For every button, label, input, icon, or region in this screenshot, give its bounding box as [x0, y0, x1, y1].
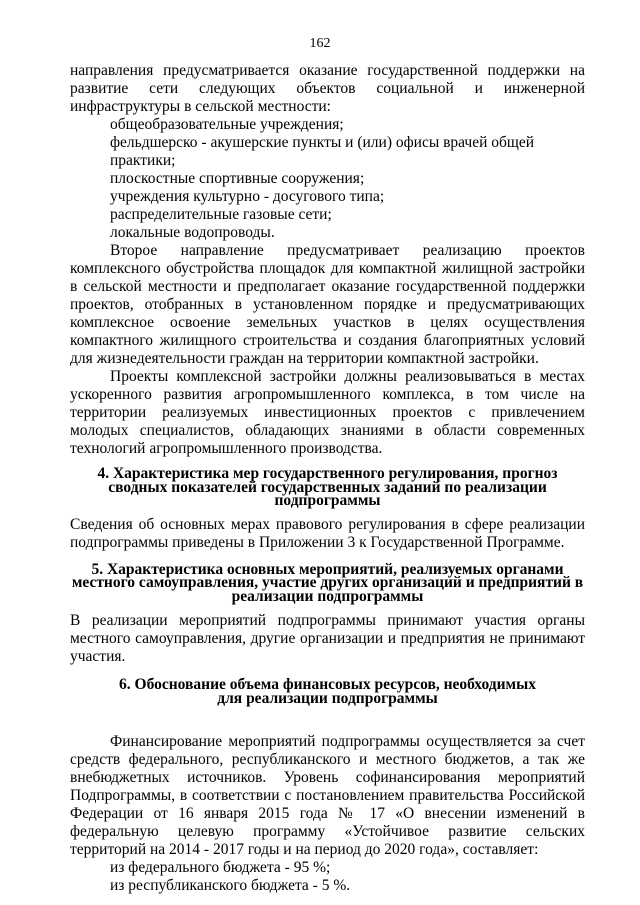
- section-5-heading-line: местного самоуправления, участие других организаций и предприятий в: [71, 574, 584, 591]
- section-4-text: Сведения об основных мерах правового регулирования в сфере реализации подпрограммы приведены в Приложении 3 к Государственной Программе.: [70, 515, 585, 551]
- funding-federal: из федерального бюджета - 95 %;: [110, 859, 331, 876]
- section-6-heading-line: 6. Обоснование объема финансовых ресурсов, необходимых: [119, 676, 536, 693]
- page-number: 162: [309, 36, 331, 51]
- section-4-heading: [70, 467, 585, 508]
- list-item: фельдшерско - акушерские пункты и (или) офисы врачей общей практики;: [110, 134, 535, 169]
- projects-paragraph: Проекты комплексной застройки должны реализовываться в местах ускоренного развития агропромышленного комплекса, в том числе на территории реализуемых инвестиционных проектов с привлечением молодых специалистов, обладающих знаниями в области современных технологий агропромышленного производства.: [70, 368, 585, 457]
- section-4-heading-line: подпрограммы: [274, 492, 381, 509]
- list-item: локальные водопроводы.: [110, 224, 275, 241]
- intro-paragraph: направления предусматривается оказание государственной поддержки на развитие сети следующих объектов социальной и инженерной инфраструктуры в сельской местности:: [70, 62, 585, 115]
- section-4-heading-line: 4. Характеристика мер государственного регулирования, прогноз: [97, 465, 558, 482]
- section-5-heading-line: 5. Характеристика основных мероприятий, реализуемых органами: [91, 560, 564, 578]
- section-4-heading-line: сводных показателей государственных заданий по реализации: [108, 478, 547, 496]
- list-item: распределительные газовые сети;: [110, 206, 332, 223]
- page-content: [70, 62, 585, 895]
- infrastructure-list: [70, 116, 585, 242]
- section-5-heading-line: реализации подпрограммы: [231, 587, 424, 605]
- section-5-heading: [70, 560, 585, 605]
- section-5-text: В реализации мероприятий подпрограммы принимают участия органы местного самоуправления, другие организации и предприятия не принимают участия.: [70, 612, 585, 665]
- section-6-text: Финансирование мероприятий подпрограммы осуществляется за счет средств федерального, республиканского и местного бюджетов, а так же внебюджетных источников. Уровень софинансирования мероприятий Подпрограммы, в соответствии с постановлением правительства Российской Федерации от 16 января 2015 года № 17 «О внесении изменений в федеральную целевую программу «Устойчивое развитие сельских территорий на 2014 - 2017 годы и на период до 2020 года», составляет:: [70, 733, 585, 858]
- second-direction-paragraph: Второе направление предусматривает реализацию проектов комплексного обустройства площадок для компактной жилищной застройки в сельской местности и предполагает оказание государственной поддержки проектов, отобранных в установленном порядке и предусматривающих комплексное освоение земельных участков в целях осуществления компактного жилищного строительства и создания благоприятных условий для жизнедеятельности граждан на территории компактной застройки.: [70, 242, 585, 367]
- section-6-heading: [70, 678, 585, 705]
- list-item: плоскостные спортивные сооружения;: [110, 170, 365, 187]
- funding-republic: из республиканского бюджета - 5 %.: [110, 877, 351, 894]
- list-item: общеобразовательные учреждения;: [110, 116, 344, 133]
- list-item: учреждения культурно - досугового типа;: [110, 188, 385, 205]
- section-6-heading-line: для реализации подпрограммы: [217, 689, 438, 707]
